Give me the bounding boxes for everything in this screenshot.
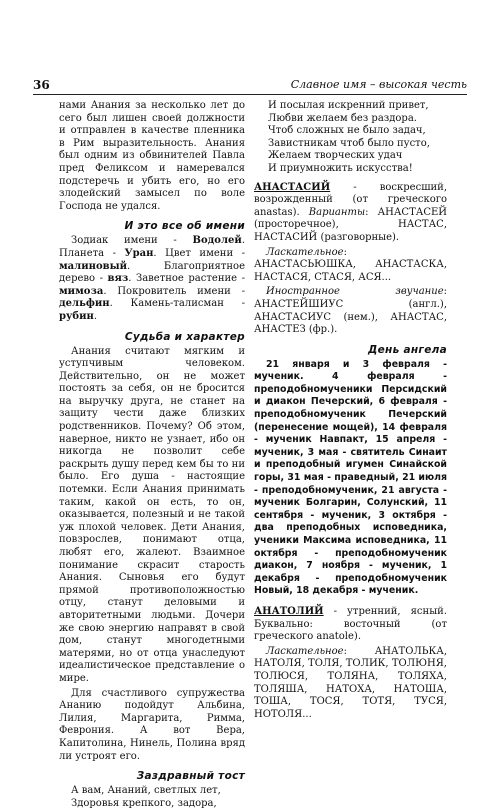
entry-definition: - воскресший, возрожденный (от греческого anastas). xyxy=(254,181,447,218)
meaning-text: . Благоприятное дерево - xyxy=(59,260,245,285)
meaning-text: . Камень-талисман - xyxy=(109,298,245,310)
poem-line: Здоровья крепкого, задора, xyxy=(71,797,217,809)
meaning-paragraph xyxy=(59,235,245,323)
meaning-text: . Цвет имени - xyxy=(153,247,245,259)
meaning-value: малиновый xyxy=(59,260,128,272)
entry-name: АНАТОЛИЙ xyxy=(254,605,324,617)
meaning-value: дельфин xyxy=(59,298,110,310)
poem-line: Любви желаем без раздора. xyxy=(268,112,417,124)
toast-poem xyxy=(59,785,245,810)
poem-line: Желаем творческих удач xyxy=(268,150,403,162)
poem-line: И посылая искренний привет, xyxy=(268,100,429,111)
heading-fate: Судьба и характер xyxy=(124,330,245,343)
foreign-text: : АНАСТЕЙШИУС (англ.), АНАСТАСИУС (нем.), АНАСТАС, АНАСТЕЗ (фр.). xyxy=(254,286,447,336)
meaning-value: мимоза xyxy=(59,285,104,297)
meaning-value: Водолей xyxy=(192,235,242,247)
meaning-value: Уран xyxy=(124,247,154,259)
anastasy-foreign xyxy=(254,286,447,336)
toast-poem-continued xyxy=(254,100,447,176)
angel-days-list: 21 января и 3 февраля - мученик. 4 февраля - преподобномученики Персидский и диакон Печерский, 6 февраля - преподобномученик Печерский (перенесение мощей), 14 февраля - мученик Навпакт, 15 апреля - мученик, 3 мая - святитель Синаит и преподобный игумен Синайской горы, 31 мая - праведный, 21 июля - преподобномученик, 21 августа - мученик Болгарин, Солунский, 11 сентября - мученик, 3 октября - два преподобных исповедника, ученики Максима исповедника, 11 октября - преподобномученик диакон, 7 ноября - мученик, 1 декабря - преподобномученик Новый, 18 декабря - мученик. xyxy=(254,358,447,597)
variants-text: : АНАСТАСЕЙ (просторечное), НАСТАС, НАСТАСИЙ (разговорные). xyxy=(254,206,447,243)
running-title: Славное имя – высокая честь xyxy=(290,78,467,91)
anatoly-entry xyxy=(254,606,447,644)
meaning-value: вяз xyxy=(107,273,129,285)
heading-angel-day: День ангела xyxy=(367,343,447,356)
meaning-text: . Планета - xyxy=(59,235,245,259)
meaning-value: рубин xyxy=(59,310,94,322)
diminutive-label: Ласкательное xyxy=(266,246,344,258)
diminutive-text: : АНАТОЛЬКА, НАТОЛЯ, ТОЛЯ, ТОЛИК, ТОЛЮНЯ, ТОЛЮСЯ, ТОЛЯНА, ТОЛЯХА, ТОЛЯША, НАТОХА, НАТОША, ТОША, ТОСЯ, ТОТЯ, ТУСЯ, НОТОЛЯ... xyxy=(254,645,447,720)
foreign-label: Иностранное звучание xyxy=(266,286,444,298)
meaning-text: . Заветное растение - xyxy=(128,273,245,285)
diminutive-label: Ласкательное xyxy=(266,645,344,657)
fate-paragraph-2: Для счастливого супружества Ананию подойдут Альбина, Лилия, Маргарита, Римма, Феврония. А вот Вера, Капитолина, Нинель, Полина вряд ли устроят его. xyxy=(59,687,245,762)
anastasy-entry xyxy=(254,182,447,245)
intro-paragraph: нами Анания за несколько лет до сего был лишен своей должности и отправлен в качестве пленника в Рим выразительность. Анания был одним из обвинителей Павла пред Феликсом и намеревался подстеречь и убить его, но его злодейский замысел по воле Господа не удался. xyxy=(59,100,245,212)
entry-name: АНАСТАСИЙ xyxy=(254,181,331,193)
page-number: 36 xyxy=(33,78,50,92)
right-column xyxy=(254,100,447,723)
meaning-text: . Покровитель имени - xyxy=(103,285,245,297)
heading-meaning: И это все об имени xyxy=(124,220,245,233)
anatoly-diminutive xyxy=(254,646,447,722)
meaning-text: . xyxy=(93,310,97,322)
poem-line: И приумножить искусства! xyxy=(268,162,413,174)
variants-label: Варианты xyxy=(308,206,366,218)
meaning-text: Зодиак имени - xyxy=(71,235,193,247)
poem-line: А вам, Ананий, светлых лет, xyxy=(71,785,221,797)
fate-paragraph: Анания считают мягким и уступчивым человеком. Действительно, он не может постоять за себя, он не бросится на выручку друга, не станет на защиту чести даже близких родственников. Почему? Об этом, наверное, никто не узнает, ибо он никогда не позволит себе раскрыть душу перед кем бы то ни было. Его душа - настоящие потемки. Если Анания принимать таким, какой он есть, то он, оказывается, полезный и не такой уж плохой человек. Дети Анания, повзрослев, понимают отца, любят его, жалеют. Взаимное понимание скрасит старость Анания. Сыновья его будут прямой противоположностью отцу, станут деловыми и авторитетными людьми. Дочери же свою энергию направят в свой дом, станут многодетными матерями, но от отца унаследуют идеалистическое представление о мире. xyxy=(59,345,245,684)
entry-definition: - утренний, ясный. Буквально: восточный (от греческого anatole). xyxy=(254,605,447,643)
heading-toast: Заздравный тост xyxy=(136,770,245,783)
diminutive-text: : АНАСТАСЬЮШКА, АНАСТАСКА, НАСТАСЯ, СТАСЯ, АСЯ... xyxy=(254,246,447,283)
page-header xyxy=(33,78,467,95)
left-column xyxy=(59,100,245,810)
anastasy-diminutive xyxy=(254,247,447,285)
poem-line: Завистникам чтоб было пусто, xyxy=(268,137,430,149)
poem-line: Чтоб сложных не было задач, xyxy=(268,125,426,137)
